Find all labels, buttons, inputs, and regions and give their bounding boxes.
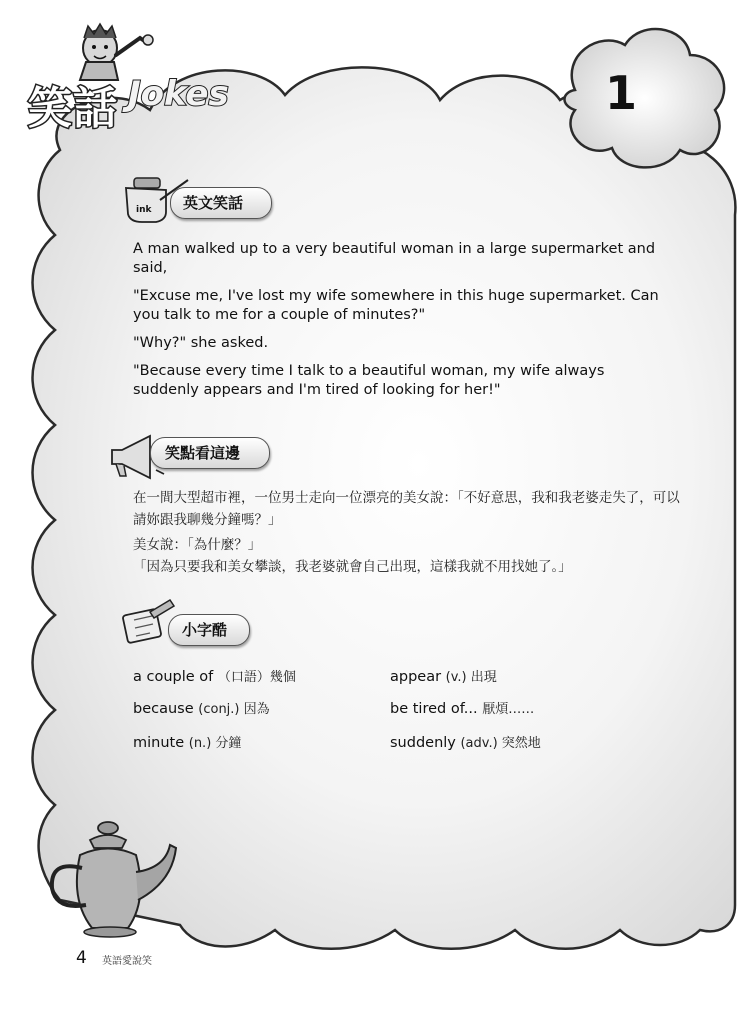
vocab-item [133,732,241,751]
english-paragraph: "Because every time I talk to a beautiful woman, my wife always suddenly appears and I'm tired of looking for her!" [133,363,605,398]
vocab-section-label: 小字酷 [182,621,228,639]
logo-chinese: 笑話 [28,83,118,134]
vocab-item [133,666,296,685]
vocab-term: minute [133,735,185,751]
vocab-term: appear [390,669,442,685]
vocab-item [390,666,497,685]
vocab-term: suddenly [390,735,456,751]
vocab-item [390,732,541,751]
english-paragraph: "Why?" she asked. [133,335,269,351]
joke-number: 1 [604,66,637,120]
vocab-definition: (adv.) 突然地 [460,736,541,751]
english-paragraph: "Excuse me, I've lost my wife somewhere in this huge supermarket. Can you talk to me for a couple of minutes?" [133,288,659,323]
vocab-item [133,698,270,717]
english-paragraph: A man walked up to a very beautiful woman in a large supermarket and said, [133,241,656,276]
vocab-definition: （口語）幾個 [217,670,296,685]
chinese-paragraph: 美女說：「為什麼？」 [133,537,262,553]
vocab-term: because [133,701,194,717]
english-section-label: 英文笑話 [183,194,244,212]
vocab-definition: 厭煩…… [482,702,535,717]
vocab-definition: (n.) 分鐘 [188,736,242,751]
chinese-paragraph: 在一間大型超市裡，一位男士走向一位漂亮的美女說：「不好意思，我和我老婆走失了，可以請妳跟我聊幾分鐘嗎？」 [133,490,680,528]
logo-english: Jokes [128,74,229,114]
vocab-term: a couple of [133,669,214,685]
vocab-definition: (conj.) 因為 [198,702,270,717]
svg-text:ink: ink [136,205,152,215]
book-title: 英語愛說笑 [102,956,152,967]
page-number: 4 [76,948,87,968]
vocab-definition: (v.) 出現 [445,670,497,685]
vocab-term: be tired of... [390,701,478,717]
chinese-paragraph: 「因為只要我和美女攀談，我老婆就會自己出現，這樣我就不用找她了。」 [133,559,572,575]
chinese-section-label: 笑點看這邊 [165,444,241,462]
vocab-item [390,698,534,717]
